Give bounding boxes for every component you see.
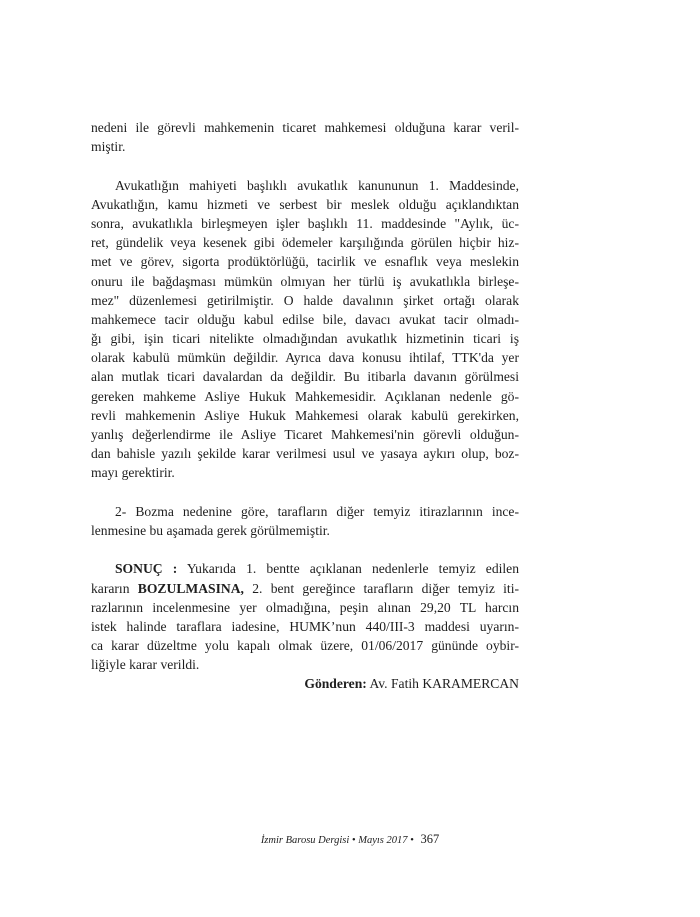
sender-name: Av. Fatih KARAMERCAN bbox=[366, 676, 519, 692]
text-line: olarak kabulü mümkün değildir. Ayrıca dava konusu ihtilaf, TTK'da yer bbox=[91, 350, 519, 366]
text-line: mayı gerektirir. bbox=[91, 465, 175, 481]
journal-title: İzmir Barosu Dergisi • Mayıs 2017 • bbox=[260, 835, 414, 846]
text-line: gereken mahkeme Asliye Hukuk Mahkemesidir. Açıklanan nedenle gö- bbox=[91, 388, 519, 404]
text-line: alan mutlak ticari davalardan da değildir. Bu itibarla davanın görülmesi bbox=[91, 369, 519, 385]
text-line: yanlış değerlendirme ile Asliye Ticaret Mahkemesi'nin görevli olduğun- bbox=[91, 427, 519, 442]
paragraph-avukatlik bbox=[91, 176, 519, 483]
text-line: revli mahkemenin Asliye Hukuk Mahkemesi olarak kabulü gerekirken, bbox=[91, 407, 519, 423]
text-line: onuru ile bağdaşması mümkün olmıyan her türlü iş avukatlıkla birleşe- bbox=[91, 273, 519, 289]
text-line bbox=[91, 559, 519, 578]
result-label: SONUÇ : bbox=[115, 561, 178, 577]
page-number: 367 bbox=[420, 832, 440, 846]
paragraph-bozma bbox=[91, 502, 519, 540]
result-decision: BOZULMASINA, bbox=[137, 580, 244, 596]
text-line: ca karar düzeltme yolu kapalı olmak üzere, 01/06/2017 gününde oybir- bbox=[91, 638, 519, 654]
text-line: ğı gibi, işin ticari nitelikte olmadığından avukatlık hizmetinin ticari iş bbox=[91, 331, 519, 347]
page-footer bbox=[0, 832, 700, 847]
sender-label: Gönderen: bbox=[304, 676, 367, 692]
result-text: 2. bent gereğince tarafların diğer temyiz iti- bbox=[243, 580, 519, 596]
text-line: dan bahisle yazılı şekilde karar verilmesi usul ve yasaya aykırı olup, boz- bbox=[91, 446, 519, 462]
text-line: Avukatlığın, kamu hizmeti ve serbest bir meslek olduğu açıklandıktan bbox=[91, 196, 519, 212]
text-line bbox=[91, 579, 519, 598]
text-line: liğiyle karar verildi. bbox=[91, 657, 200, 673]
result-text: Yukarıda 1. bentte açıklanan nedenlerle temyiz edilen bbox=[177, 561, 519, 577]
text-line: nedeni ile görevli mahkemenin ticaret mahkemesi olduğuna karar veril- bbox=[91, 120, 519, 135]
paragraph-sonuc bbox=[91, 559, 519, 693]
text-line: miştir. bbox=[91, 139, 126, 155]
text-line: mez" düzenlemesi getirilmiştir. O halde davalının şirket ortağı olarak bbox=[91, 292, 519, 308]
document-body bbox=[91, 118, 519, 694]
text-line: met ve görev, sigorta prodüktörlüğü, tacirlik ve esnaflık veya meslekin bbox=[91, 254, 519, 270]
paragraph-intro bbox=[91, 118, 519, 156]
text-line: 2- Bozma nedenine göre, tarafların diğer temyiz itirazlarının ince- bbox=[115, 503, 519, 519]
text-line: istek halinde taraflara iadesine, HUMK’nun 440/III-3 maddesi uyarın- bbox=[91, 618, 519, 634]
result-text: kararın bbox=[91, 580, 138, 596]
text-line: lenmesine bu aşamada gerek görülmemiştir. bbox=[91, 522, 330, 538]
text-line: razlarının incelenmesine yer olmadığına, peşin alınan 29,20 TL harcın bbox=[91, 599, 519, 615]
sender-line bbox=[91, 674, 519, 693]
text-line: sonra, avukatlıkla birleşmeyen işler başlıklı 11. maddesinde "Aylık, üc- bbox=[91, 215, 519, 231]
text-line: ret, gündelik veya kesenek gibi ödemeler karşılığında görülen hiçbir hiz- bbox=[91, 235, 519, 251]
text-line: mahkemece tacir olduğu kabul edilse bile, davacı avukat tacir olmadı- bbox=[91, 311, 519, 327]
text-line: Avukatlığın mahiyeti başlıklı avukatlık kanununun 1. Maddesinde, bbox=[115, 177, 519, 193]
